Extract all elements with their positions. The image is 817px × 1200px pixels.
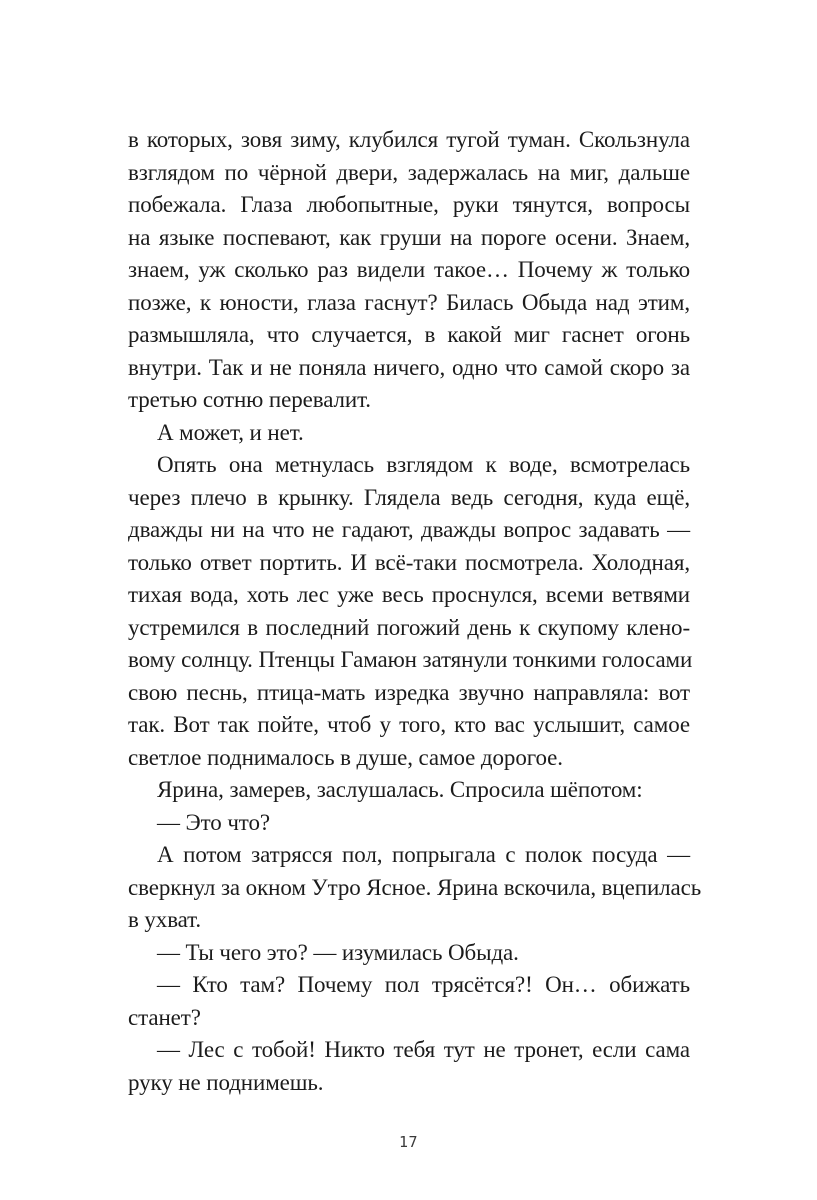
body-text — [128, 125, 702, 1100]
text-line-24: сверкнул за окном Утро Ясное. Ярина вскочила, вцепилась — [128, 874, 702, 900]
text-line-17: вому солнцу. Птенцы Гамаюн затянули тонкими голосами — [128, 647, 693, 672]
text-line-28: станет? — [128, 1004, 201, 1030]
text-line-23: А потом затрясся пол, попрыгала с полок посуда — — [157, 842, 690, 867]
text-line-8: внутри. Так и не поняла ничего, одно что самой скоро за — [128, 354, 690, 380]
text-line-4: на языке поспевают, как груши на пороге осени. Знаем, — [128, 224, 690, 250]
text-line-10: А может, и нет. — [157, 419, 304, 445]
text-line-27: — Кто там? Почему пол трясётся?! Он… обижать — [157, 972, 690, 997]
text-line-18: свою песнь, птица-мать изредка звучно направляла: вот — [128, 679, 690, 705]
text-line-11: Опять она метнулась взглядом к воде, всмотрелась — [157, 452, 690, 477]
text-line-3: побежала. Глаза любопытные, руки тянутся, вопросы — [128, 192, 690, 217]
text-line-6: позже, к юности, глаза гаснут? Билась Обыда над этим, — [128, 289, 690, 315]
text-line-9: третью сотню перевалит. — [128, 387, 371, 412]
page-number: 17 — [398, 1133, 419, 1151]
text-line-22: — Это что? — [157, 809, 270, 835]
text-line-14: только ответ портить. И всё-таки посмотрела. Холодная, — [128, 549, 690, 575]
text-line-5: знаем, уж сколько раз видели такое… Почему ж только — [128, 257, 690, 282]
text-line-7: размышляла, что случается, в какой миг гаснет огонь — [128, 322, 690, 347]
text-line-2: взглядом по чёрной двери, задержалась на миг, дальше — [128, 159, 690, 185]
text-line-16: устремился в последний погожий день к скупому клено- — [128, 614, 690, 640]
text-line-29: — Лес с тобой! Никто тебя тут не тронет, если сама — [157, 1037, 690, 1062]
text-line-21: Ярина, замерев, заслушалась. Спросила шёпотом: — [157, 777, 643, 802]
text-line-12: через плечо в крынку. Глядела ведь сегодня, куда ещё, — [128, 484, 690, 510]
text-line-25: в ухват. — [128, 907, 202, 932]
text-line-1: в которых, зовя зиму, клубился тугой туман. Скользнула — [128, 127, 690, 152]
text-line-20: светлое поднималось в душе, самое дорогое. — [128, 744, 563, 770]
text-line-26: — Ты чего это? — изумилась Обыда. — [157, 939, 519, 965]
text-line-19: так. Вот так пойте, чтоб у того, кто вас услышит, самое — [128, 712, 690, 737]
text-line-30: руку не поднимешь. — [128, 1069, 324, 1095]
text-line-13: дважды ни на что не гадают, дважды вопрос задавать — — [128, 517, 690, 542]
text-line-15: тихая вода, хоть лес уже весь проснулся, всеми ветвями — [128, 582, 690, 607]
